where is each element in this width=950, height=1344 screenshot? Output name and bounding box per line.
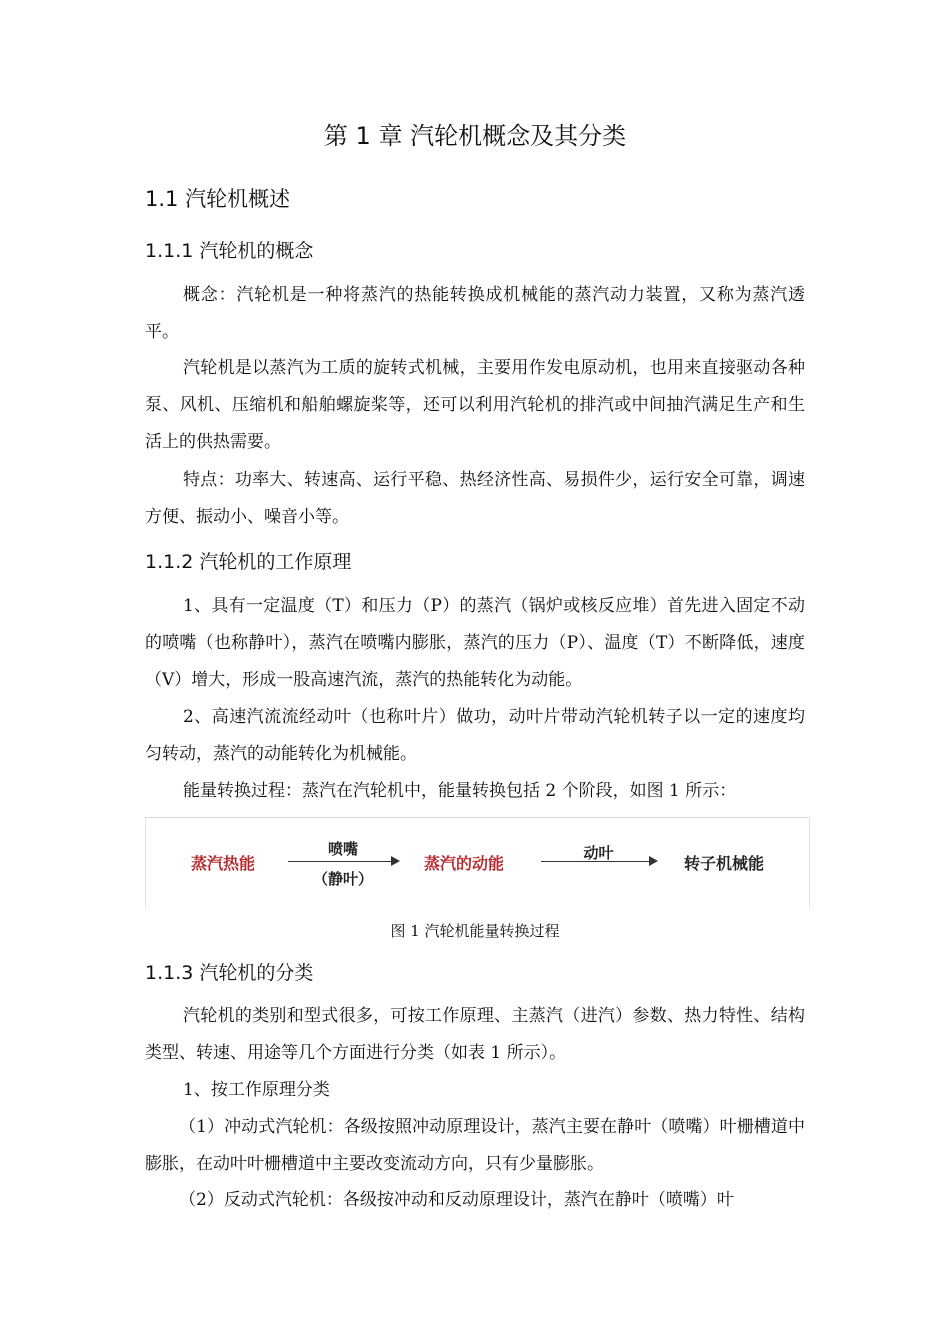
figure-caption: 图 1 汽轮机能量转换过程	[390, 922, 560, 940]
paragraph-usage: 汽轮机是以蒸汽为工质的旋转式机械，主要用作发电原动机，也用来直接驱动各种泵、风机、压缩机和船舶螺旋桨等，还可以利用汽轮机的排汽或中间抽汽满足生产和生活上的供热需要。	[145, 358, 805, 452]
section-heading-1-1-3: 1.1.3 汽轮机的分类	[145, 962, 314, 984]
energy-conversion-figure	[145, 817, 810, 908]
figure-node-rotor-mechanical-energy: 转子机械能	[684, 854, 765, 873]
paragraph-reaction-turbine: （2）反动式汽轮机：各级按冲动和反动原理设计，蒸汽在静叶（喷嘴）叶	[179, 1190, 734, 1210]
figure-arrow-1	[288, 861, 398, 862]
figure-arrow-2-label-top: 动叶	[583, 844, 614, 862]
paragraph-principle-2: 2、高速汽流流经动叶（也称叶片）做功，动叶片带动汽轮机转子以一定的速度均匀转动，蒸汽的动能转化为机械能。	[145, 707, 805, 764]
paragraph-classification: 汽轮机的类别和型式很多，可按工作原理、主蒸汽（进汽）参数、热力特性、结构类型、转速、用途等几个方面进行分类（如表 1 所示）。	[145, 1006, 805, 1063]
figure-arrow-1-label-top: 喷嘴	[327, 840, 358, 858]
chapter-title: 第 1 章 汽轮机概念及其分类	[323, 122, 627, 150]
paragraph-by-working-principle: 1、按工作原理分类	[183, 1080, 330, 1100]
paragraph-principle-1: 1、具有一定温度（T）和压力（P）的蒸汽（锅炉或核反应堆）首先进入固定不动的喷嘴（也称静叶），蒸汽在喷嘴内膨胀，蒸汽的压力（P）、温度（T）不断降低，速度（V）增大，形成一股高速汽流，蒸汽的热能转化为动能。	[145, 596, 805, 690]
paragraph-energy-conversion: 能量转换过程：蒸汽在汽轮机中，能量转换包括 2 个阶段，如图 1 所示：	[183, 781, 737, 801]
figure-arrow-2	[541, 861, 656, 862]
section-heading-1-1: 1.1 汽轮机概述	[145, 187, 291, 211]
section-heading-1-1-2: 1.1.2 汽轮机的工作原理	[145, 551, 352, 573]
paragraph-concept: 概念：汽轮机是一种将蒸汽的热能转换成机械能的蒸汽动力装置，又称为蒸汽透平。	[145, 285, 805, 342]
figure-arrow-1-label-bottom: （静叶）	[312, 870, 373, 888]
paragraph-features: 特点：功率大、转速高、运行平稳、热经济性高、易损件少，运行安全可靠，调速方便、振动小、噪音小等。	[145, 470, 805, 527]
paragraph-impulse-turbine: （1）冲动式汽轮机：各级按照冲动原理设计，蒸汽主要在静叶（喷嘴）叶栅槽道中膨胀，在动叶叶栅槽道中主要改变流动方向，只有少量膨胀。	[145, 1117, 805, 1174]
figure-node-thermal-energy: 蒸汽热能	[191, 854, 256, 873]
figure-node-kinetic-energy: 蒸汽的动能	[424, 854, 505, 873]
section-heading-1-1-1: 1.1.1 汽轮机的概念	[145, 240, 314, 262]
